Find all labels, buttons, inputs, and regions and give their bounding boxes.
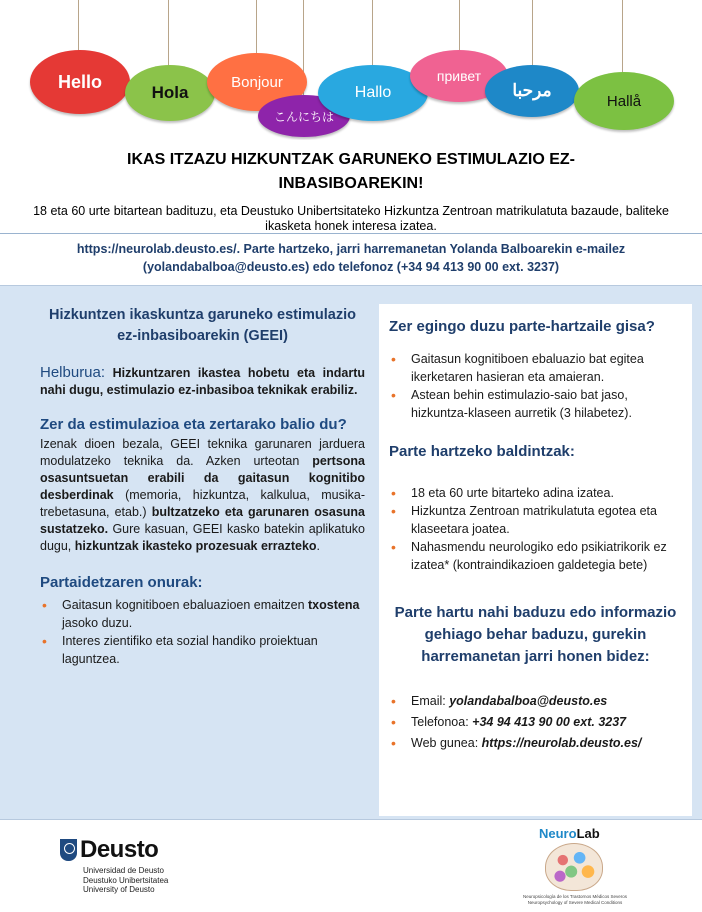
list-item: • 18 eta 60 urte bitarteko adina izatea. bbox=[389, 484, 682, 502]
list-item: • Astean behin estimulazio-saio bat jaso, hizkuntza-klaseen aurretik (3 hilabetez). bbox=[389, 386, 682, 422]
greeting-bubble-bonjour: Bonjour bbox=[207, 53, 307, 111]
right-column bbox=[379, 304, 692, 816]
contact-list bbox=[389, 692, 682, 752]
neurolab-wordmark-part: Neuro bbox=[539, 826, 577, 841]
contact-line-2: (yolandabalboa@deusto.es) edo telefonoz (+34 94 413 90 00 ext. 3237) bbox=[142, 260, 560, 274]
helburua-paragraph bbox=[40, 363, 365, 399]
contact-label: Web gunea: bbox=[411, 736, 482, 750]
contact-label: Telefonoa: bbox=[411, 715, 473, 729]
zer-bold-text: pertsona osasuntsuetan erabili da gaitasun kognitibo desberdinak bbox=[40, 454, 365, 502]
onurak-list bbox=[40, 596, 365, 668]
list-item-text: Gaitasun kognitiboen ebaluazioen emaitzen bbox=[62, 598, 309, 612]
list-item: • Hizkuntza Zentroan matrikulatuta egotea eta klaseetara joatea. bbox=[389, 502, 682, 538]
greetings-banner bbox=[0, 0, 702, 140]
greeting-bubble-hola: Hola bbox=[125, 65, 215, 121]
zer-bold-text: bultzatzeko eta garunaren osasuna sustatzeko. bbox=[40, 505, 365, 536]
helburua-label: Helburua: bbox=[40, 364, 106, 381]
section-title-geei: Hizkuntzen ikaskuntza garuneko estimulazio ez-inbasiboarekin (GEEI) bbox=[49, 307, 356, 344]
onurak-heading: Partaidetzaren onurak: bbox=[40, 574, 203, 591]
divider bbox=[0, 233, 702, 234]
greeting-bubble-hallo: Hallo bbox=[318, 65, 428, 121]
contact-label: Email: bbox=[411, 694, 450, 708]
hanging-string bbox=[256, 0, 257, 58]
deusto-subtitle-line: Universidad de Deusto bbox=[83, 866, 164, 875]
email-link[interactable]: yolandabalboa@deusto.es bbox=[449, 694, 608, 708]
zer-text: (memoria, hizkuntza, kalkulua, musika-trebetasuna, etab.) bbox=[40, 488, 365, 519]
zer-bold-text: hizkuntzak ikasteko prozesuak errazteko bbox=[74, 539, 317, 553]
egingo-list bbox=[389, 350, 682, 422]
neurolab-tagline bbox=[515, 894, 635, 905]
list-item: • Interes zientifiko eta sozial handiko proiektuan laguntzea. bbox=[40, 632, 365, 668]
greeting-bubble-marhaba: مرحبا bbox=[485, 65, 579, 117]
greeting-bubble-hello: Hello bbox=[30, 50, 130, 114]
deusto-subtitle-line: University of Deusto bbox=[83, 885, 155, 894]
list-item-text: jasoko duzu. bbox=[62, 616, 133, 630]
list-item: • Nahasmendu neurologiko edo psikiatrikorik ez izatea* (kontraindikazioen galdetegia bete) bbox=[389, 538, 682, 574]
brain-icon bbox=[545, 843, 603, 891]
deusto-subtitle-line: Deustuko Unibertsitatea bbox=[83, 875, 169, 885]
intro-text: 18 eta 60 urte bitartean badituzu, eta Deustuko Unibertsitateko Hizkuntza Zentroan matrikulatuta bazaude, baliteke ikasketa honek interesa izatea. bbox=[33, 204, 669, 233]
contact-web bbox=[389, 734, 682, 752]
contact-line-1: https://neurolab.deusto.es/. Parte hartzeko, jarri harremanetan Yolanda Balboarekin e-mailez bbox=[76, 242, 626, 256]
contact-phone bbox=[389, 713, 682, 731]
hanging-string bbox=[372, 0, 373, 70]
hanging-string bbox=[532, 0, 533, 70]
hanging-string bbox=[459, 0, 460, 55]
hanging-string bbox=[168, 0, 169, 70]
helburua-text: Hizkuntzaren ikastea hobetu eta indartu nahi dugu, estimulazio ez-inbasiboa teknikak erabiliz. bbox=[40, 366, 365, 397]
zer-heading: Zer da estimulazioa eta zertarako balio du? bbox=[40, 416, 347, 433]
list-item bbox=[40, 596, 365, 632]
greeting-bubble-konnichiwa: こんにちは bbox=[258, 95, 350, 137]
phone-link[interactable]: +34 94 413 90 00 ext. 3237 bbox=[472, 715, 627, 729]
deusto-wordmark: Deusto bbox=[80, 836, 159, 863]
deusto-logo bbox=[60, 837, 158, 863]
list-item-bold: txostena bbox=[308, 598, 360, 612]
page-title: IKAS ITZAZU HIZKUNTZAK GARUNEKO ESTIMULAZIO EZ-INBASIBOAREKIN! bbox=[127, 151, 575, 192]
deusto-subtitle bbox=[83, 866, 168, 895]
contact-info-line bbox=[14, 240, 688, 276]
hanging-string bbox=[622, 0, 623, 76]
hanging-string bbox=[78, 0, 79, 55]
zer-text: . bbox=[316, 539, 321, 553]
baldintzak-list bbox=[389, 484, 682, 574]
neurolab-wordmark bbox=[539, 826, 600, 841]
greeting-bubble-privet: привет bbox=[410, 50, 508, 102]
zer-text: Izenak dioen bezala, GEEI teknika garunaren jarduera modulatzeko teknika da. Azken urteotan bbox=[40, 437, 365, 468]
list-item: • Gaitasun kognitiboen ebaluazio bat egitea ikerketaren hasieran eta amaieran. bbox=[389, 350, 682, 386]
call-to-action: Parte hartu nahi baduzu edo informazio gehiago behar baduzu, gurekin harremanetan jarri honen bidez: bbox=[394, 604, 677, 665]
left-column bbox=[40, 305, 365, 668]
zer-text: Gure kasuan, GEEI kasko batekin aplikatuko dugu, bbox=[40, 522, 365, 553]
neurolab-tagline-line: Neuropsicología de los Trastornos Médicos Severos bbox=[522, 894, 628, 899]
deusto-shield-icon bbox=[60, 839, 77, 861]
neurolab-logo bbox=[515, 826, 635, 910]
neurolab-tagline-line: Neuropsychology of Severe Medical Conditions bbox=[527, 899, 623, 905]
neurolab-wordmark-part: Lab bbox=[576, 826, 600, 841]
baldintzak-heading: Parte hartzeko baldintzak: bbox=[389, 443, 575, 460]
contact-email bbox=[389, 692, 682, 710]
web-link[interactable]: https://neurolab.deusto.es/ bbox=[481, 736, 642, 750]
egingo-heading: Zer egingo duzu parte-hartzaile gisa? bbox=[389, 318, 655, 335]
zer-paragraph bbox=[40, 436, 365, 555]
greeting-bubble-halla: Hallå bbox=[574, 72, 674, 130]
